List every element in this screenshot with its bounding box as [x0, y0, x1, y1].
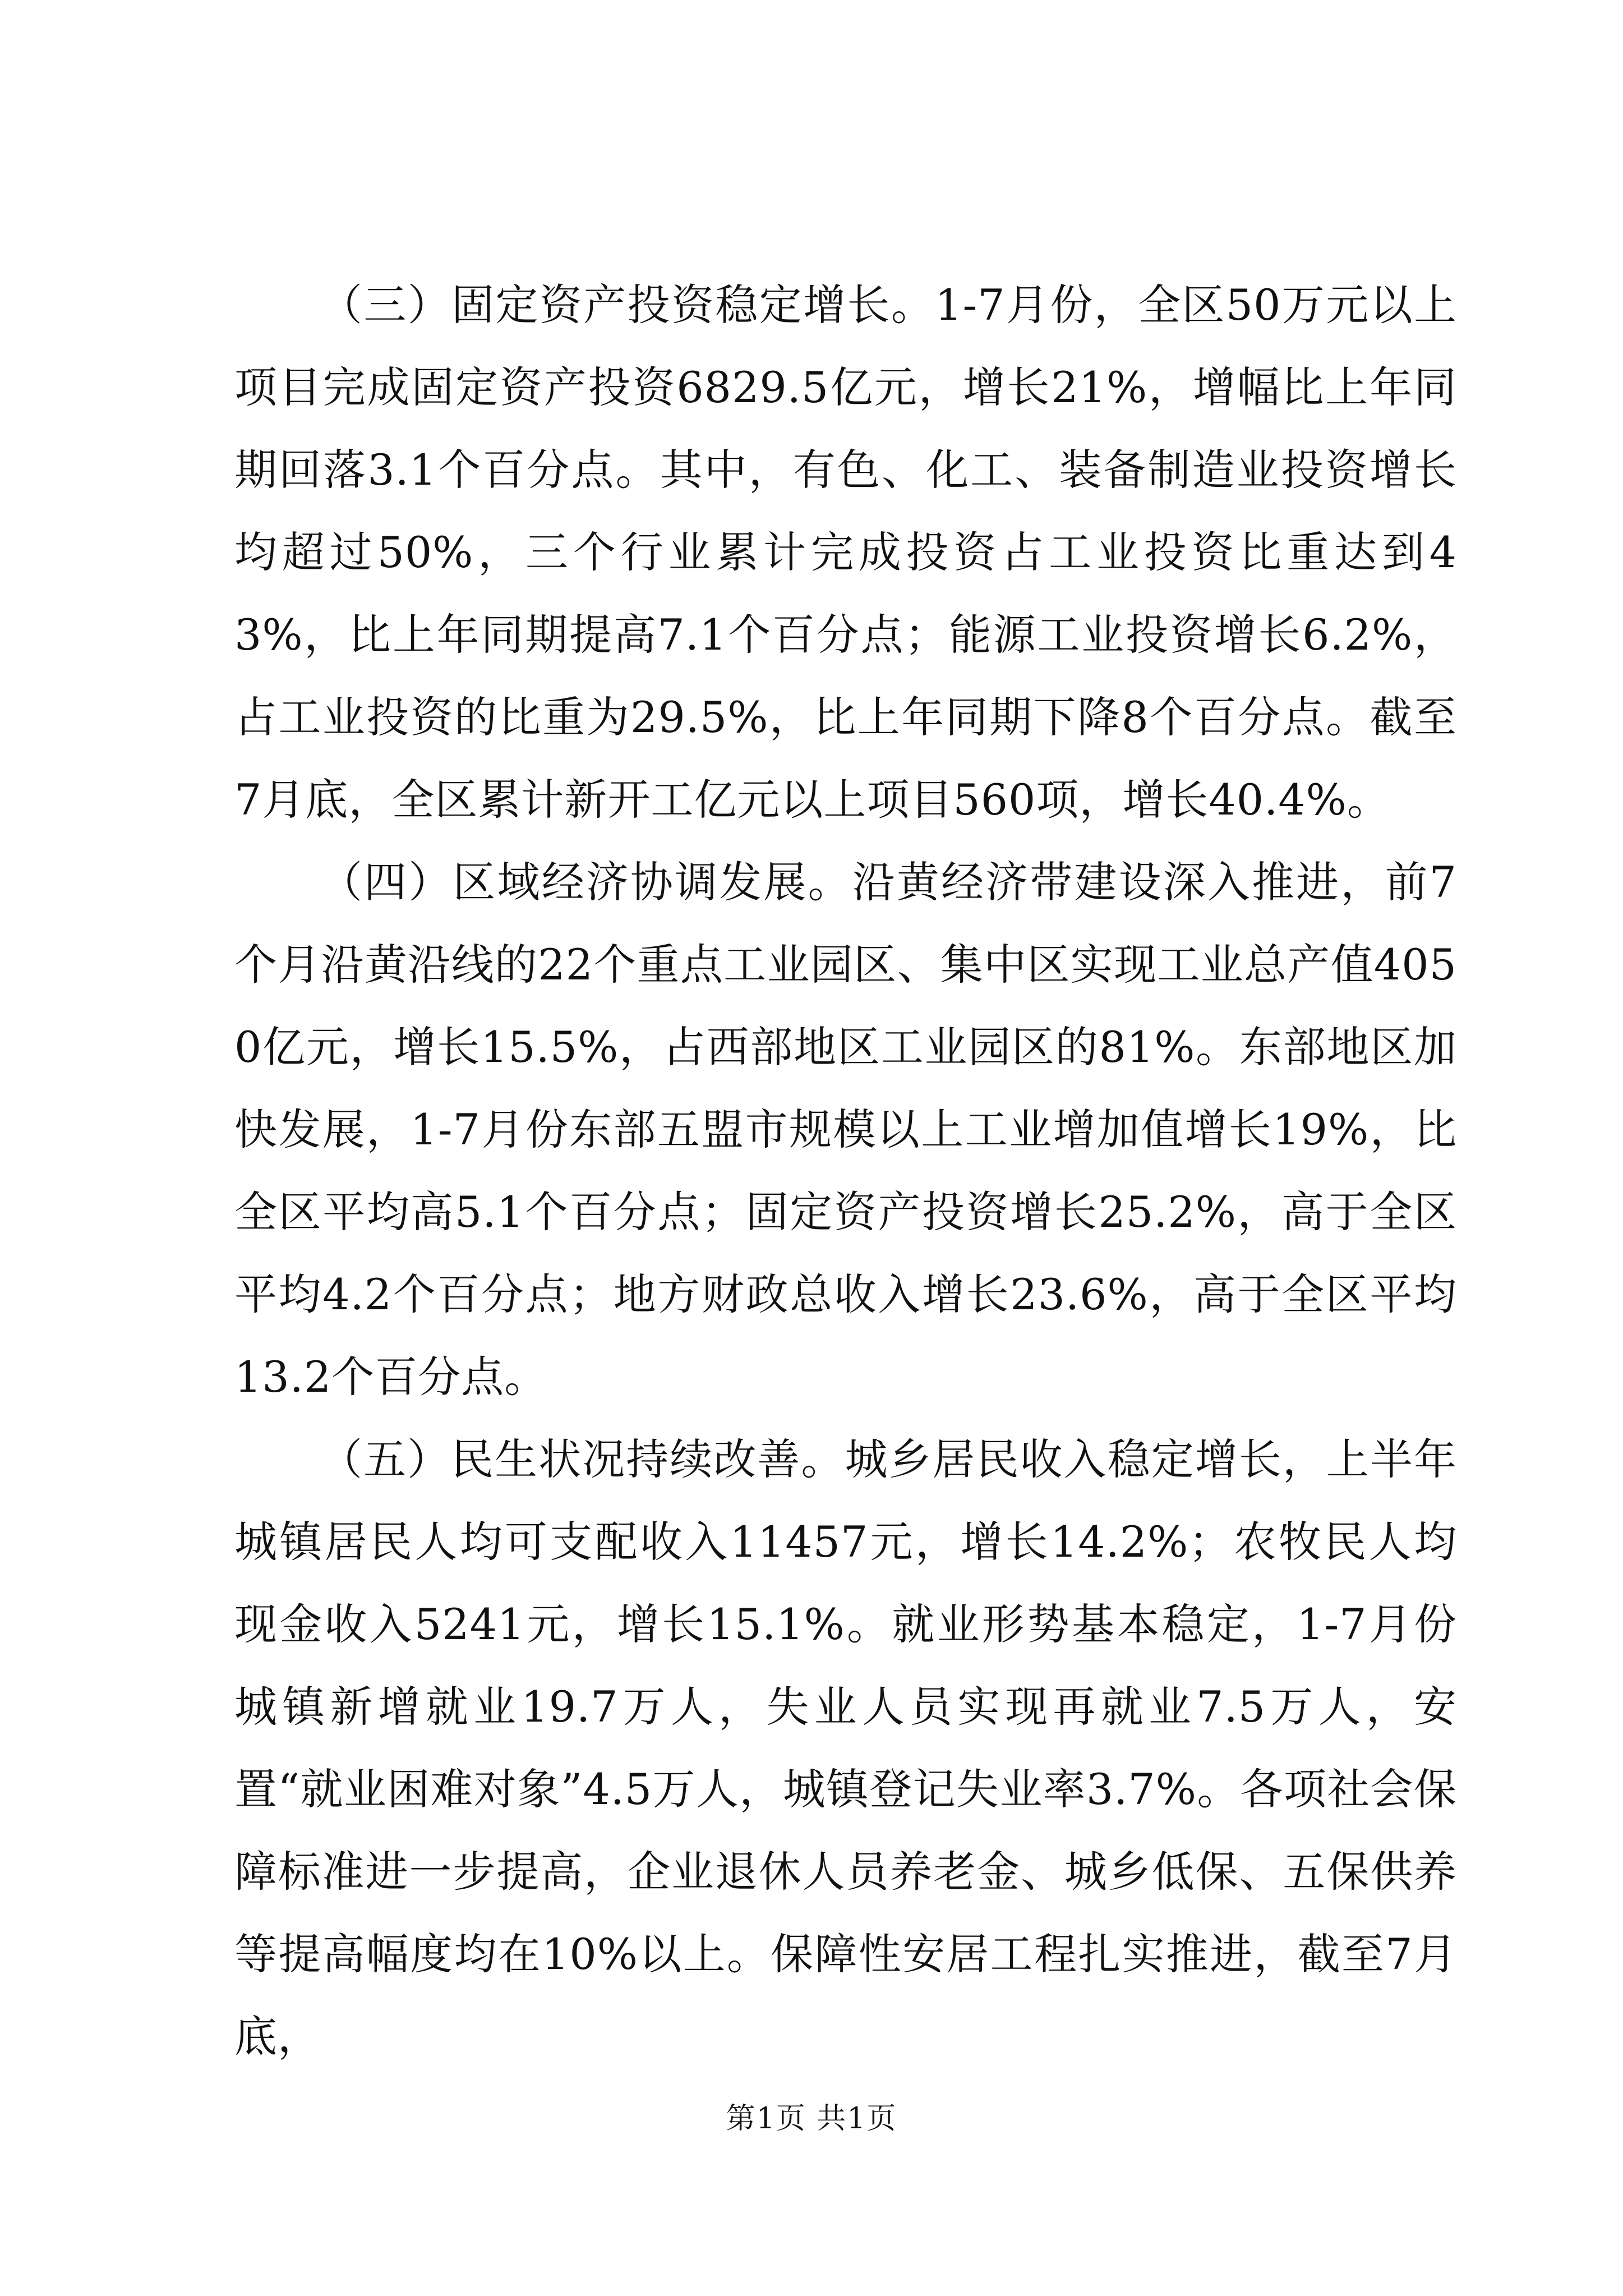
paragraph-fixed-asset-investment: （三）固定资产投资稳定增长。1-7月份，全区50万元以上项目完成固定资产投资6829.5亿元，增长21%，增幅比上年同期回落3.1个百分点。其中，有色、化工、装备制造业投资增长均超过50%，三个行业累计完成投资占工业投资比重达到43%，比上年同期提高7.1个百分点；能源工业投资增长6.2%，占工业投资的比重为29.5%，比上年同期下降8个百分点。截至7月底，全区累计新开工亿元以上项目560项，增长40.4%。	[234, 280, 1457, 825]
document-body	[234, 264, 1457, 2078]
paragraph-regional-economy: （四）区域经济协调发展。沿黄经济带建设深入推进，前7个月沿黄沿线的22个重点工业园区、集中区实现工业总产值4050亿元，增长15.5%，占西部地区工业园区的81%。东部地区加快发展，1-7月份东部五盟市规模以上工业增加值增长19%，比全区平均高5.1个百分点；固定资产投资增长25.2%，高于全区平均4.2个百分点；地方财政总收入增长23.6%，高于全区平均13.2个百分点。	[234, 857, 1457, 1402]
paragraph-livelihood: （五）民生状况持续改善。城乡居民收入稳定增长，上半年城镇居民人均可支配收入11457元，增长14.2%；农牧民人均现金收入5241元，增长15.1%。就业形势基本稳定，1-7月份城镇新增就业19.7万人，失业人员实现再就业7.5万人，安置“就业困难对象”4.5万人，城镇登记失业率3.7%。各项社会保障标准进一步提高，企业退休人员养老金、城乡低保、五保供养等提高幅度均在10%以上。保障性安居工程扎实推进，截至7月底，	[234, 1434, 1457, 2062]
page-footer: 第1页 共1页	[726, 2102, 897, 2136]
